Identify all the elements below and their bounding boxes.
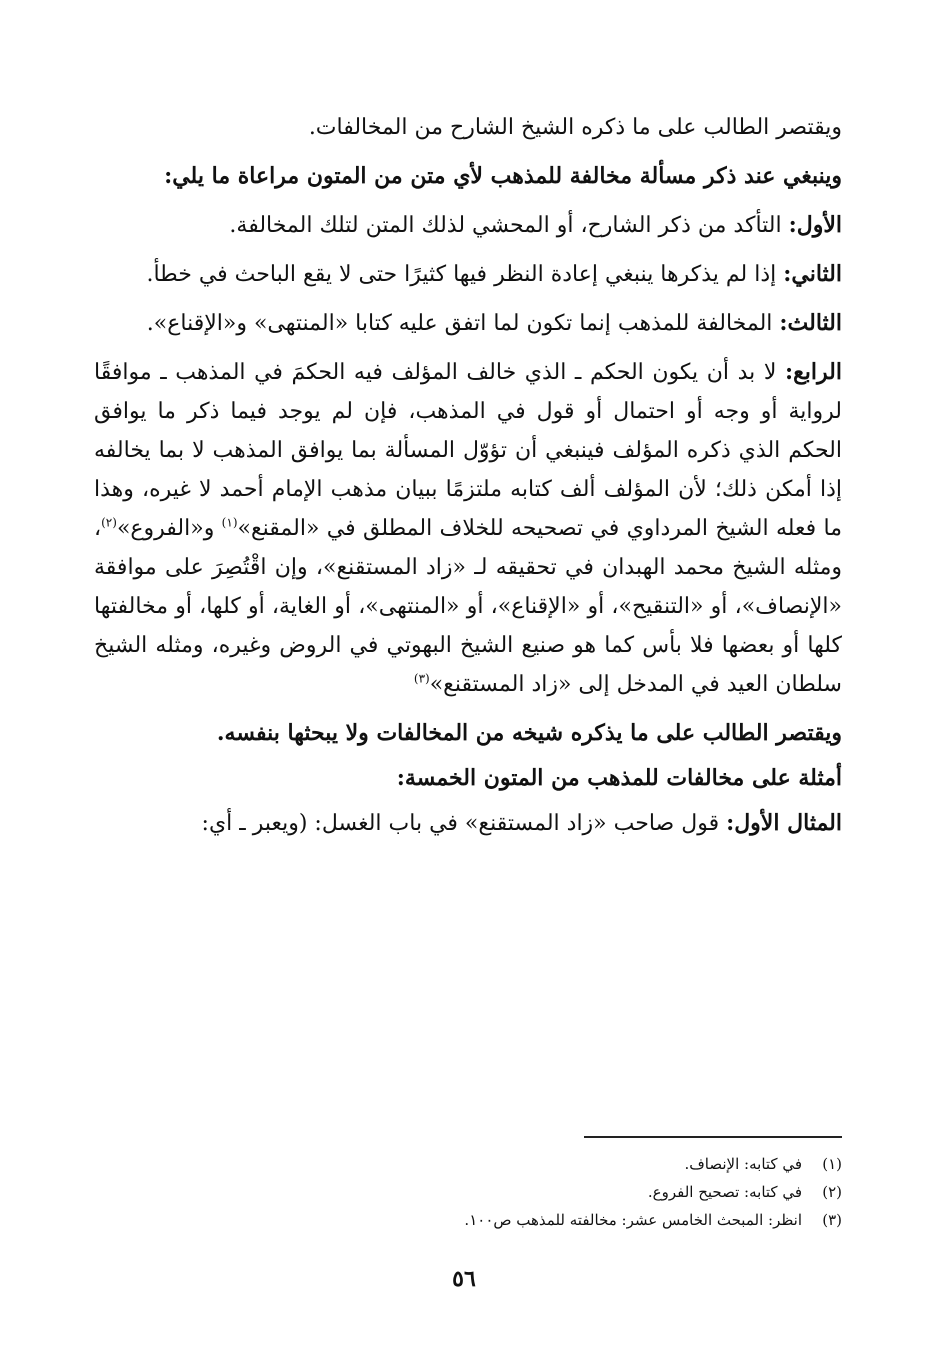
label-fourth: الرابع: [784,359,842,385]
paragraph-heading-considerations: وينبغي عند ذكر مسألة مخالفة للمذهب لأي متن من المتون مراعاة ما يلي: [164,163,842,189]
body-text [94,108,842,853]
footnote-ref-1: (١) [221,515,238,530]
footnote-1 [242,1150,842,1178]
footnote-number: (٢) [822,1183,842,1201]
paragraph-first: الأول: التأكد من ذكر الشارح، أو المحشي لذلك المتن لتلك المخالفة. [229,212,842,238]
label-example-one: المثال الأول: [726,810,842,836]
page-number: ٥٦ [452,1266,476,1292]
paragraph-second: الثاني: إذا لم يذكرها ينبغي إعادة النظر فيها كثيرًا حتى لا يقع الباحث في خطأ. [146,261,842,287]
footnote-divider [584,1136,842,1138]
paragraph-fourth: الرابع: لا بد أن يكون الحكم ـ الذي خالف المؤلف فيه الحكمَ في المذهب ـ موافقًا لرواية أو وجه أو احتمال أو قول في المذهب، فإن لم يوجد فيما ذكر ما يوافق الحكم الذي ذكره المؤلف فينبغي أن تؤوّل المسألة بما يوافق المذهب لا بما يخالفه إذا أمكن ذلك؛ لأن المؤلف ألف كتابه ملتزمًا ببيان مذهب الإمام أحمد لا غيره، وهذا ما فعله الشيخ المرداوي في تصحيحه للخلاف المطلق في «المقنع»$^{(١)}$ و«الفروع»$^{(٢)}$، ومثله الشيخ محمد الهبدان في تحقيقه لـ «زاد المستقنع»، وإن اقْتُصِرَ على موافقة «الإنصاف»، أو «التنقيح»، أو «الإقناع»، أو «المنتهى»، أو الغاية، أو كلها، أو مخالفتها كلها أو بعضها فلا بأس كما هو صنيع الشيخ البهوتي في الروض وغيره، ومثله الشيخ سلطان العيد في المدخل إلى «زاد المستقنع»$^{(٣)}$ [94,359,842,697]
footnote-text: في كتابه: تصحيح الفروع. [647,1183,802,1201]
paragraph-examples-heading: أمثلة على مخالفات للمذهب من المتون الخمسة: [396,765,842,791]
paragraph-third: الثالث: المخالفة للمذهب إنما تكون لما اتفق عليه كتابا «المنتهى» و«الإقناع». [146,310,842,336]
footnote-3 [242,1206,842,1234]
label-first: الأول: [788,212,842,238]
label-second: الثاني: [783,261,842,287]
footnote-2 [242,1178,842,1206]
footnote-ref-3: (٣) [413,671,430,686]
footnote-text: في كتابه: الإنصاف. [684,1155,802,1173]
label-third: الثالث: [779,310,842,336]
footnotes [242,1150,842,1234]
footnote-text: انظر: المبحث الخامس عشر: مخالفته للمذهب ص١٠٠. [464,1211,802,1229]
footnote-ref-2: (٢) [101,515,117,530]
paragraph-intro: ويقتصر الطالب على ما ذكره الشيخ الشارح من المخالفات. [308,115,842,140]
paragraph-example-one: المثال الأول: قول صاحب «زاد المستقنع» في باب الغسل: (ويعبر ـ أي: [201,810,842,836]
footnote-number: (٣) [822,1211,842,1229]
footnote-number: (١) [822,1155,842,1173]
paragraph-student-note: ويقتصر الطالب على ما يذكره شيخه من المخالفات ولا يبحثها بنفسه. [216,720,842,746]
